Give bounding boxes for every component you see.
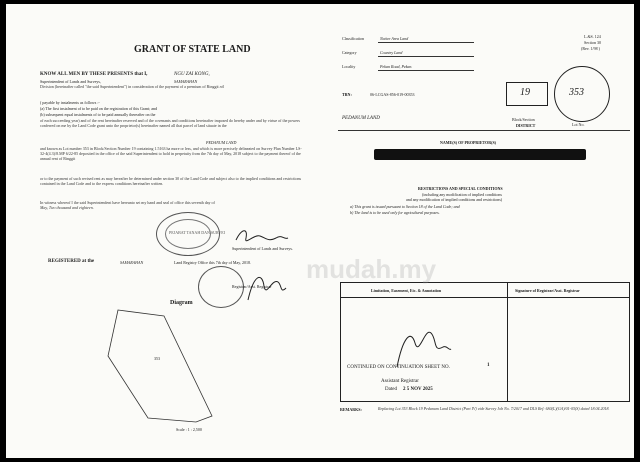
annotation-table <box>340 282 630 402</box>
registered-office: SAMARAHAN <box>120 260 144 265</box>
form-revision: (Rev. 1/98 ) <box>581 46 600 51</box>
dated-value: 2 5 NOV 2025 <box>403 387 433 392</box>
witness-date: May, Two thousand and eighteen. <box>40 205 94 211</box>
instalment-a: (a) The first instalment of to be paid on the registration of this Grant; and <box>40 106 158 111</box>
annotation-signature <box>385 323 455 373</box>
restrictions-title: RESTRICTIONS AND SPECIAL CONDITIONS <box>418 186 503 191</box>
diagram-scale: Scale : 1 : 2,500 <box>176 427 202 432</box>
lot-number: 353 <box>569 87 584 98</box>
form-serial: L.&S. 124 <box>584 34 601 39</box>
document-title: GRANT OF STATE LAND <box>134 44 251 55</box>
registrar-label: Registrar/Asst. Registrar <box>232 284 272 289</box>
lot-info: and known as Lot number 353 in Block/Section Number 19 containing 1.5163 ha more or less, and which is more precisely delineated on Survey Plan Number LS-32-4(4.3)/8.MP 6/22-85 deposited in the office of the said Superintendent to hold in perpetuity from the 7th day of May, 2018 subject to the payment thereof of the annual rent of Ringgit <box>40 146 302 162</box>
official-seal-stamp <box>156 212 225 256</box>
trn-value: 06-LCGAS-856-019-00353 <box>370 92 415 97</box>
land-district: PEDANUM LAND <box>206 140 237 145</box>
diagram-lot-number: 353 <box>154 356 160 361</box>
grant-body-2: or to the payment of such revised rent as may hereafter be determined under section 30 of the Land Code and subject also to the implied conditions and restrictions contained in the Land Code and to the express conditions hereinafter written. <box>40 176 302 187</box>
block-section-label: Block/Section <box>512 117 535 122</box>
registry-line: Land Registry Office this 7th day of May, 2018. <box>174 260 251 265</box>
district-label: DISTRICT <box>516 123 536 128</box>
remarks-label: REMARKS: <box>340 407 362 412</box>
superintendent-signature-label: Superintendent of Lands and Surveys. <box>232 246 293 251</box>
restrictions-subtitle-1: (including any modification of implied conditions <box>422 192 502 197</box>
seal-text: PEJABAT TANAH DAN SURVEI <box>169 230 225 235</box>
assistant-registrar: Assistant Registrar <box>381 379 419 384</box>
division-name: SAMARAHAN <box>174 79 198 84</box>
category-label: Category <box>342 50 357 55</box>
block-number-box <box>506 82 548 106</box>
land-name: PEDANUM LAND <box>342 116 380 121</box>
division-label: Division (hereinafter called "the said Superintendent") in consideration of the payment of a premium of Ringgit nil <box>40 84 224 89</box>
redacted-proprietor-name <box>374 149 586 160</box>
witness-line: In witness whereof I the said Superintendent have hereunto set my hand and seal of office this seventh day of May, Two thousand and eighteen. <box>40 200 215 211</box>
restrictions-subtitle-2: and any modification of implied conditions and restrictions) <box>406 197 503 202</box>
continued-label: CONTINUED ON CONTINUATION SHEET NO. <box>347 365 450 370</box>
grantor-name: NGU ZAI KONG, <box>174 72 210 77</box>
condition-b: b) The land is to be used only for agricultural purposes. <box>350 210 440 215</box>
watermark: mudah.my <box>306 254 437 284</box>
column-signature: Signature of Registrar/Asst. Registrar <box>515 288 580 293</box>
payable-line: ( payable by instalments as follows :- <box>40 100 100 105</box>
form-section: Section 30 <box>584 40 601 45</box>
locality-label: Locality <box>342 64 356 69</box>
premium-value: nil <box>219 84 224 89</box>
classification-label: Classification <box>342 36 364 41</box>
classification-value: Native Area Land <box>380 36 409 41</box>
block-number: 19 <box>520 87 530 98</box>
dated-label: Dated <box>385 387 397 392</box>
trn-label: TRN: <box>342 92 352 97</box>
diagram-label: Diagram <box>170 300 193 306</box>
superintendent-of: Superintendent of Lands and Surveys, <box>40 79 101 84</box>
instalment-b: (b) subsequent equal instalments of to be paid annually thereafter on the <box>40 112 156 117</box>
column-limitation: Limitation, Easement, Etc. & Annotation <box>371 288 442 293</box>
proprietors-label: NAME(S) OF PROPRIETOR(S) <box>440 140 496 145</box>
condition-a: a) This grant is issued pursuant to Section 18 of the Land Code; and <box>350 204 460 209</box>
grant-document-sheet <box>6 4 634 458</box>
continued-number: 1 <box>487 363 490 368</box>
category-value: Country Land <box>380 50 403 55</box>
lot-number-circle <box>554 66 610 122</box>
registered-label: REGISTERED at the <box>48 259 95 264</box>
locality-value: Pekan Road, Pekan. <box>380 64 413 69</box>
superintendent-signature <box>232 226 292 248</box>
lot-diagram <box>104 304 224 434</box>
lot-no-label: Lot No. <box>572 122 585 127</box>
intro-label: KNOW ALL MEN BY THESE PRESENTS that I, <box>40 72 148 77</box>
grant-body-1: of each succeeding year) and of the rent hereinafter reserved and of the covenants and conditions hereinafter imposed do hereby under and by virtue of the powers conferred on me by the Land Code grant unto the proprietor(s) hereinafter named all that parcel of land situate in the <box>40 118 300 129</box>
remarks-text: Replacing Lot 353 Block 19 Pedanum Land District (Part IV) vide Survey Job No. 7/2017 and DLS Ref: 6S0(L)(GA)/01-05(S) dated 18.04.2018. <box>378 406 610 411</box>
